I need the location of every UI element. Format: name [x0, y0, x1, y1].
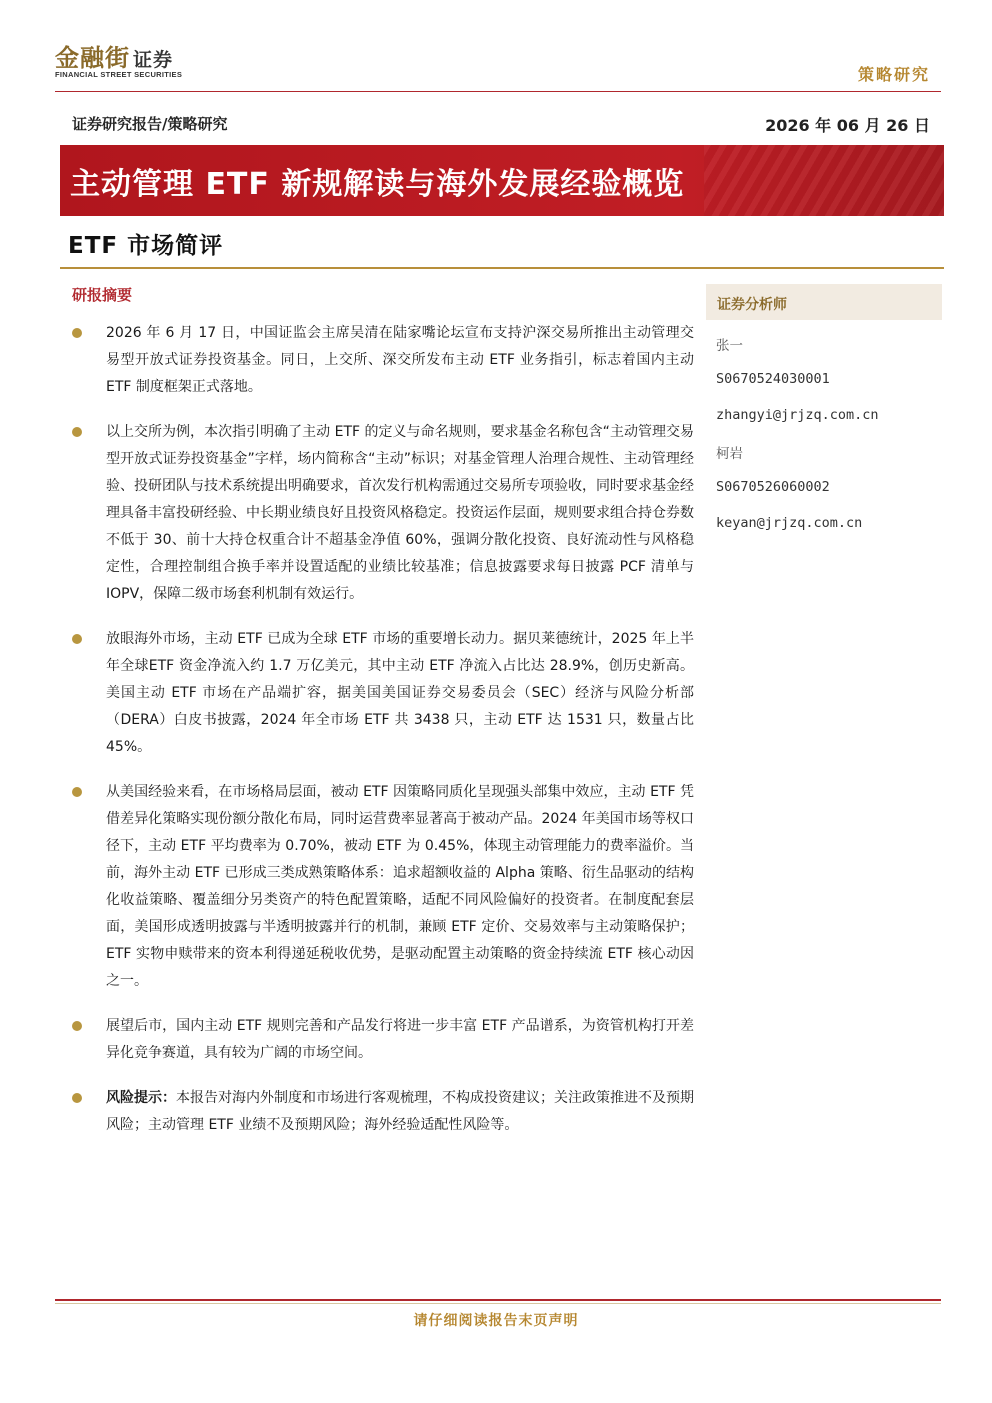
footer-divider: [55, 1299, 941, 1301]
header-divider: [55, 91, 941, 92]
logo-english: FINANCIAL STREET SECURITIES: [55, 70, 183, 79]
bullet-icon: [72, 634, 82, 644]
analyst-heading: 证券分析师: [717, 297, 787, 313]
risk-label: 风险提示：: [106, 1090, 176, 1106]
report-type: ETF 市场简评: [68, 233, 224, 259]
analyst-cert: S0670524030001: [716, 371, 830, 387]
list-item: 从美国经验来看，在市场格局层面，被动 ETF 因策略同质化呈现强头部集中效应，主动 ETF 凭借差异化策略实现份额分散化布局，同时运营费率显著高于被动产品。2024 年美国市场等权口径下，主动 ETF 平均费率为 0.70%，被动 ETF 为 0.45%，体现主动管理能力的费率溢价。当前，海外主动 ETF 已形成三类成熟策略体系：追求超额收益的 Alpha 策略、衍生品驱动的结构化收益策略、覆盖细分另类资产的特色配置策略，适配不同风险偏好的投资者。在制度配套层面，美国形成透明披露与半透明披露并行的机制，兼顾 ETF 定价、交易效率与主动策略保护；ETF 实物申赎带来的资本利得递延税收优势，是驱动配置主动策略的资金持续流 ETF 核心动因之一。: [72, 779, 694, 995]
analyst-header: [706, 284, 942, 320]
bullet-icon: [72, 1021, 82, 1031]
footer-divider-thin: [55, 1303, 941, 1304]
analyst-name: 柯岩: [716, 446, 743, 462]
analyst-name: 张一: [716, 338, 743, 354]
analyst-email[interactable]: zhangyi@jrjzq.com.cn: [716, 407, 879, 423]
bullet-icon: [72, 787, 82, 797]
company-logo: [55, 38, 205, 84]
bullet-icon: [72, 1093, 82, 1103]
list-item: 以上交所为例，本次指引明确了主动 ETF 的定义与命名规则，要求基金名称包含“主动管理交易型开放式证券投资基金”字样，场内简称含“主动”标识；对基金管理人治理合规性、主动管理经验、投研团队与技术系统提出明确要求，首次发行机构需通过交易所专项验收，同时要求基金经理具备丰富投研经验、中长期业绩良好且投资风格稳定。投资运作层面，规则要求组合持仓券数不低于 30、前十大持仓权重合计不超基金净值 60%，强调分散化投资、良好流动性与风格稳定性，合理控制组合换手率并设置适配的业绩比较基准；信息披露要求每日披露 PCF 清单与 IOPV，保障二级市场套利机制有效运行。: [72, 419, 694, 608]
footer-disclaimer: 请仔细阅读报告末页声明: [413, 1313, 579, 1329]
list-item: 展望后市，国内主动 ETF 规则完善和产品发行将进一步丰富 ETF 产品谱系，为资管机构打开差异化竞争赛道，具有较为广阔的市场空间。: [72, 1013, 694, 1067]
list-item: 放眼海外市场，主动 ETF 已成为全球 ETF 市场的重要增长动力。据贝莱德统计，2025 年上半年全球ETF 资金净流入约 1.7 万亿美元，其中主动 ETF 净流入占比达 28.9%，创历史新高。美国主动 ETF 市场在产品端扩容，据美国美国证券交易委员会（SEC）经济与风险分析部（DERA）白皮书披露，2024 年全市场 ETF 共 3438 只，主动 ETF 达 1531 只，数量占比 45%。: [72, 626, 694, 761]
analyst-email[interactable]: keyan@jrjzq.com.cn: [716, 515, 863, 531]
risk-text: 本报告对海内外制度和市场进行客观梳理，不构成投资建议；关注政策推进不及预期风险；主动管理 ETF 业绩不及预期风险；海外经验适配性风险等。: [106, 1090, 694, 1133]
title-banner: [60, 145, 944, 216]
analyst-cert: S0670526060002: [716, 479, 830, 495]
abstract-heading: 研报摘要: [72, 286, 133, 304]
logo-chinese: 金融街 证券: [55, 43, 174, 72]
report-date: 2026 年 06 月 26 日: [765, 116, 930, 135]
bullet-icon: [72, 427, 82, 437]
risk-warning: [72, 1085, 694, 1139]
report-type-divider: [60, 267, 944, 269]
section-label: 策略研究: [857, 65, 930, 84]
abstract-list: [72, 320, 694, 1157]
bullet-icon: [72, 328, 82, 338]
report-category: 证券研究报告/策略研究: [72, 115, 228, 133]
list-item: 2026 年 6 月 17 日，中国证监会主席吴清在陆家嘴论坛宣布支持沪深交易所推出主动管理交易型开放式证券投资基金。同日，上交所、深交所发布主动 ETF 业务指引，标志着国内主动 ETF 制度框架正式落地。: [72, 320, 694, 401]
page-title: 主动管理 ETF 新规解读与海外发展经验概览: [70, 167, 685, 202]
